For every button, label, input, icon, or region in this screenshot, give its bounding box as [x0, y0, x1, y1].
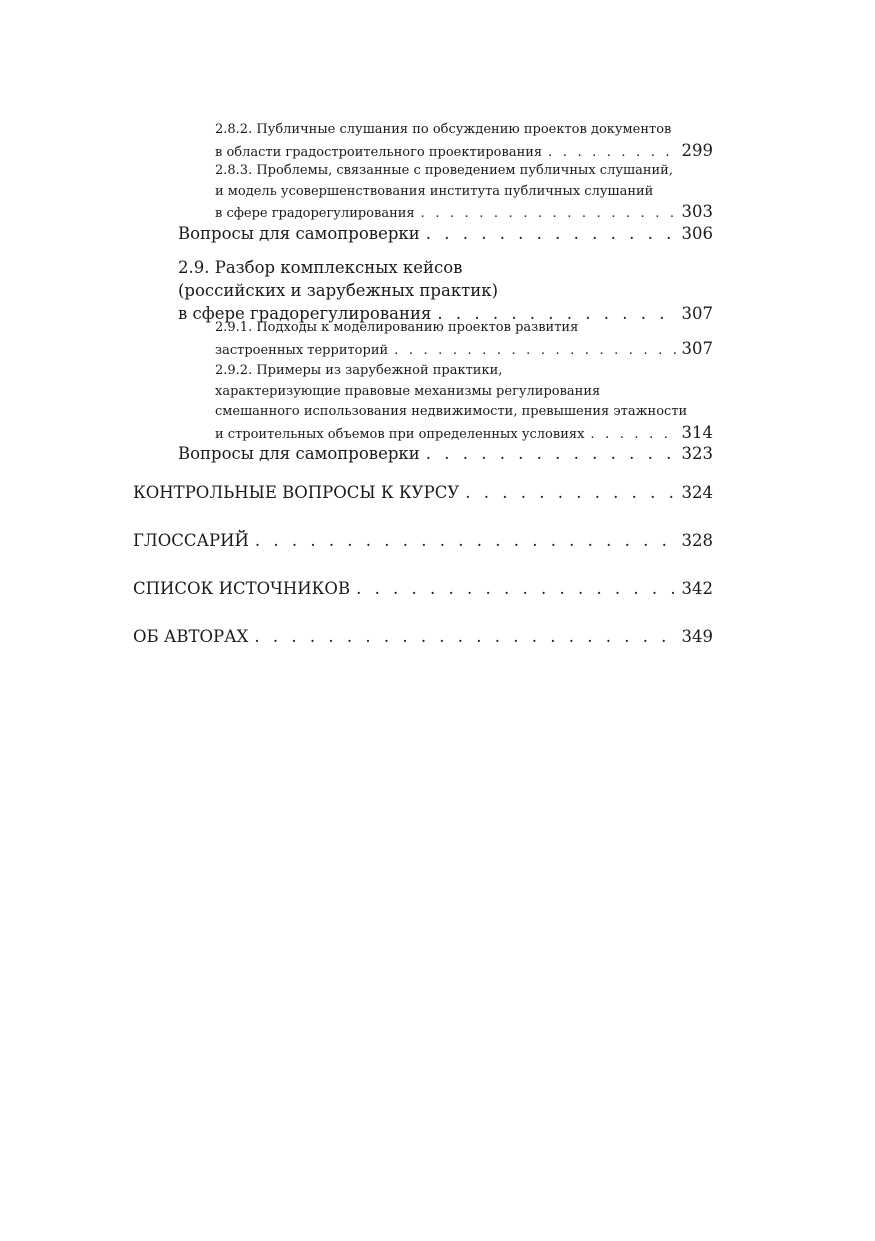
- toc-entry-text: в сфере градорегулирования: [215, 206, 415, 222]
- toc-entry-authors[interactable]: [133, 625, 713, 648]
- dot-leader: [356, 577, 675, 600]
- toc-entry-text: 2.9.1. Подходы к моделированию проектов развития: [215, 320, 579, 335]
- toc-page-number: 323: [681, 444, 713, 463]
- toc-page-number: 307: [681, 338, 713, 358]
- toc-entry-text: и модель усовершенствования института публичных слушаний: [215, 183, 654, 199]
- toc-entry-text: СПИСОК ИСТОЧНИКОВ: [133, 579, 351, 598]
- toc-entry-text: характеризующие правовые механизмы регулирования: [215, 383, 601, 399]
- toc-entry-text: (российских и зарубежных практик): [178, 281, 499, 300]
- toc-entry-questions-2-8[interactable]: [178, 222, 713, 245]
- toc-entry-text: в области градостроительного проектирования: [215, 144, 543, 160]
- toc-entry-2-9[interactable]: [178, 256, 713, 325]
- dot-leader: [465, 481, 675, 504]
- toc-entry-text: смешанного использования недвижимости, превышения этажности: [215, 404, 688, 420]
- toc-entry-glossary[interactable]: [133, 529, 713, 552]
- toc-page-number: 306: [681, 224, 713, 243]
- toc-page-number: 314: [681, 423, 713, 443]
- toc-entry-text: застроенных территорий: [215, 342, 389, 358]
- toc-entry-2-8-3[interactable]: [215, 161, 713, 225]
- dot-leader: [426, 442, 676, 465]
- toc-entry-text: в сфере градорегулирования: [178, 304, 432, 323]
- toc-entry-2-9-2[interactable]: [215, 361, 713, 446]
- dot-leader: [254, 625, 675, 648]
- toc-entry-text: ОБ АВТОРАХ: [133, 627, 249, 646]
- toc-entry-text: 2.8.3. Проблемы, связанные с проведением публичных слушаний,: [215, 163, 673, 178]
- toc-page-number: 307: [681, 304, 713, 323]
- toc-entry-text: КОНТРОЛЬНЫЕ ВОПРОСЫ К КУРСУ: [133, 483, 460, 502]
- toc-entry-text: и строительных объемов при определенных условиях: [215, 427, 585, 443]
- toc-entry-questions-2-9[interactable]: [178, 442, 713, 465]
- toc-entry-text: 2.8.2. Публичные слушания по обсуждению проектов документов: [215, 122, 672, 137]
- toc-entry-text: 2.9. Разбор комплексных кейсов: [178, 258, 463, 277]
- toc-entry-text: Вопросы для самопроверки: [178, 444, 420, 463]
- dot-leader: [255, 529, 676, 552]
- dot-leader: [394, 341, 675, 362]
- toc-entry-text: Вопросы для самопроверки: [178, 224, 420, 243]
- toc-page-number: 299: [681, 140, 713, 160]
- toc-entry-2-9-1[interactable]: [215, 318, 713, 361]
- toc-entry-text: ГЛОССАРИЙ: [133, 531, 249, 550]
- toc-entry-text: 2.9.2. Примеры из зарубежной практики,: [215, 363, 503, 378]
- dot-leader: [426, 222, 676, 245]
- toc-page-number: 328: [681, 531, 713, 550]
- toc-entry-2-8-2[interactable]: [215, 120, 713, 163]
- toc-entry-control-questions[interactable]: [133, 481, 713, 504]
- toc-page-number: 342: [681, 579, 713, 598]
- toc-page-number: 349: [681, 627, 713, 646]
- toc-entry-sources[interactable]: [133, 577, 713, 600]
- toc-page-number: 324: [681, 483, 713, 502]
- toc-page-number: 303: [681, 202, 713, 222]
